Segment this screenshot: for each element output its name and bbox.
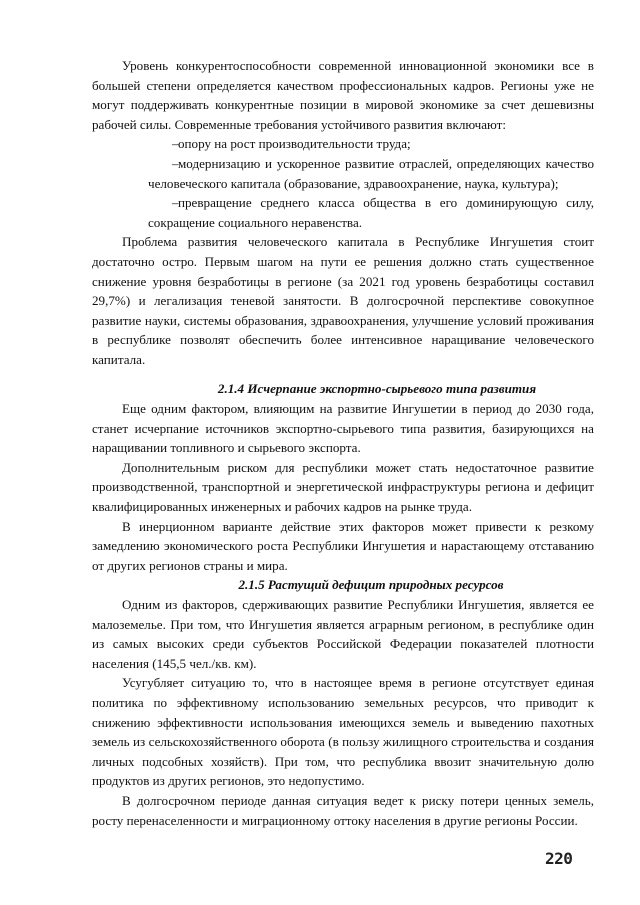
- paragraph: Проблема развития человеческого капитала в Республике Ингушетия стоит достаточно остро. Первым шагом на пути ее решения должно стать существенное снижение уровня безработицы в регионе (за 2021 год уровень безработицы составил 29,7%) и легализация теневой занятости. В долгосрочной перспективе совокупное развитие науки, системы образования, здравоохранения, улучшение условий проживания в республике позволят обеспечить более интенсивное наращивание человеческого капитала.: [92, 234, 594, 367]
- list-dash: –: [172, 195, 179, 211]
- paragraph: Еще одним фактором, влияющим на развитие Ингушетии в период до 2030 года, станет исчерпание источников экспортно-сырьевого типа развития, базирующихся на наращивании топливного и сырьевого экспорта.: [92, 401, 594, 456]
- list-item-text: превращение среднего класса общества в его доминирующую силу, сокращение социального неравенства.: [148, 195, 594, 230]
- list-item: [92, 134, 594, 154]
- paragraph: Одним из факторов, сдерживающих развитие Республики Ингушетия, является ее малоземелье. При том, что Ингушетия является аграрным регионом, в республике один из самых высоких среди субъектов Российской Федерации показателей плотности населения (145,5 чел./кв. км).: [92, 597, 594, 671]
- list-item: [92, 193, 594, 232]
- paragraph: Усугубляет ситуацию то, что в настоящее время в регионе отсутствует единая политика по эффективному использованию земельных ресурсов, что приводит к снижению эффективности использования имеющихся земель и выведению пахотных земель из сельскохозяйственного оборота (в пользу жилищного строительства и создания личных подсобных хозяйств). При том, что республика ввозит значительную долю продуктов из других регионов, это недопустимо.: [92, 675, 594, 789]
- section-heading: 2.1.4 Исчерпание экспортно-сырьевого типа развития: [217, 380, 537, 396]
- section-heading: 2.1.5 Растущий дефицит природных ресурсов: [238, 577, 504, 593]
- list-item-text: модернизацию и ускоренное развитие отраслей, определяющих качество человеческого капитала (образование, здравоохранение, наука, культура);: [148, 155, 594, 191]
- page-number: 220: [545, 849, 573, 868]
- paragraph: Уровень конкурентоспособности современной инновационной экономики все в большей степени определяется качеством профессиональных кадров. Регионы уже не могут поддерживать конкурентные позиции в мировой экономике за счет дешевизны рабочей силы. Современные требования устойчивого развития включают:: [92, 58, 594, 132]
- paragraph: В долгосрочном периоде данная ситуация ведет к риску потери ценных земель, росту перенаселенности и миграционному оттоку населения в другие регионы России.: [92, 792, 594, 828]
- page-body: [92, 56, 594, 830]
- paragraph: В инерционном варианте действие этих факторов может привести к резкому замедлению экономического роста Республики Ингушетия и нарастающему отставанию от других регионов страны и мира.: [92, 518, 594, 573]
- list-item: [92, 154, 594, 193]
- list-item-text: опору на рост производительности труда;: [178, 136, 411, 152]
- paragraph: Дополнительным риском для республики может стать недостаточное развитие производственной, транспортной и энергетической инфраструктуры региона и дефицит квалифицированных инженерных и рабочих кадров на рынке труда.: [92, 459, 594, 515]
- list-dash: –: [172, 155, 179, 171]
- list-dash: –: [172, 136, 179, 152]
